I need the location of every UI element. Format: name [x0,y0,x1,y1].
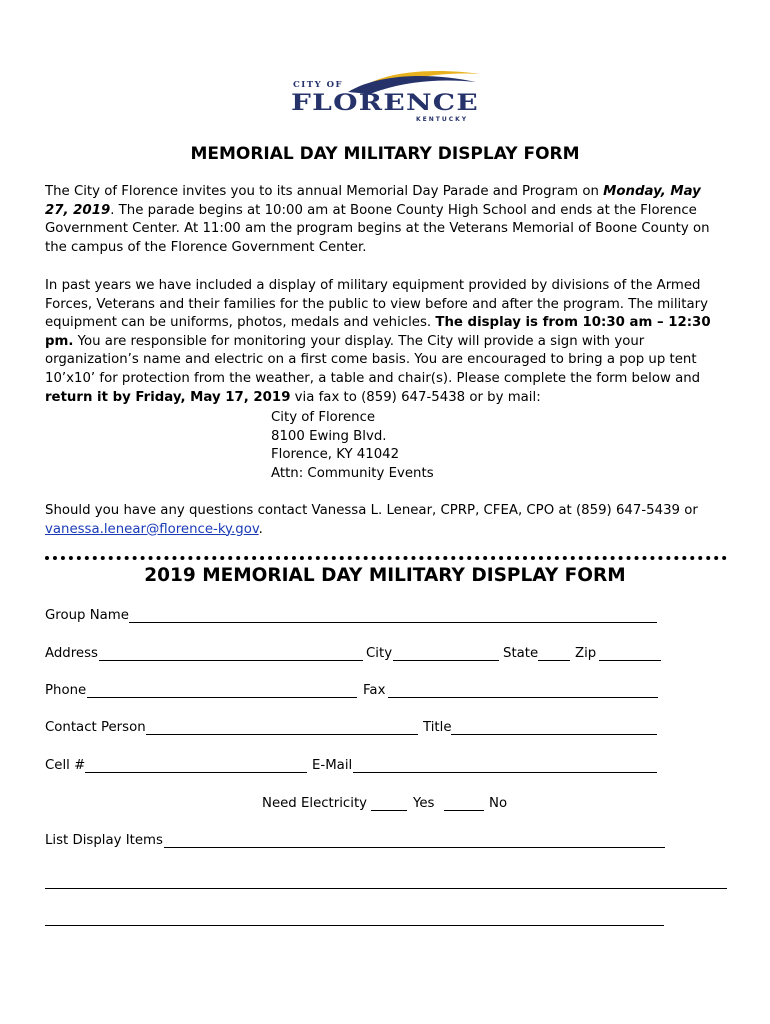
svg-text:KENTUCKY: KENTUCKY [416,116,469,123]
intro-paragraph [45,183,725,257]
address-label: Address [45,646,98,661]
city-field[interactable] [393,660,499,661]
contact-paragraph [45,502,725,539]
title-label: Title [423,720,452,735]
state-label: State [503,646,539,661]
dotted-separator [45,556,727,560]
mailing-address [271,409,434,483]
page-title: MEMORIAL DAY MILITARY DISPLAY FORM [190,144,580,164]
contact-person-row [45,719,665,739]
zip-label: Zip [575,646,597,661]
yes-label: Yes [413,796,435,811]
fax-field[interactable] [388,697,658,698]
fax-label: Fax [363,683,386,698]
email-field[interactable] [353,772,657,773]
intro-text-2: . The parade begins at 10:00 am at Boone County High School and ends at the Florence Government Center. At 11:00 am the program begins at the Veterans Memorial of Boone County on the campus of the Florence Government Center. [45,202,710,255]
intro-text-1: The City of Florence invites you to its annual Memorial Day Parade and Program on [45,184,604,199]
details-text-3: via fax to (859) 647-5438 or by mail: [290,389,541,405]
svg-text:FLORENCE: FLORENCE [291,90,479,116]
need-electricity-label: Need Electricity [262,796,368,811]
display-items-label: List Display Items [45,833,163,848]
svg-text:CITY OF: CITY OF [293,80,344,90]
phone-field[interactable] [87,697,357,698]
group-name-row [45,607,665,627]
address-line: City of Florence [271,410,376,425]
display-items-field[interactable] [164,847,665,848]
cell-label: Cell # [45,758,86,773]
display-hours: The display is from 10:30 am – 12:30 pm. [45,315,711,349]
contact-text: Should you have any questions contact Vanessa L. Lenear, CPRP, CFEA, CPO at (859) 647-5439 or [45,503,698,518]
contact-person-label: Contact Person [45,720,146,735]
phone-row [45,682,665,702]
no-label: No [489,796,508,811]
address-line: Attn: Community Events [271,465,434,481]
florence-logo-icon [288,66,488,126]
city-label: City [366,646,393,661]
display-items-line-2[interactable] [45,888,727,889]
title-field[interactable] [451,734,657,735]
display-items-row [45,832,675,852]
phone-label: Phone [45,683,87,698]
contact-email-link[interactable]: vanessa.lenear@florence-ky.gov [45,521,259,537]
display-items-line-3[interactable] [45,925,664,926]
electricity-no-field[interactable] [444,810,484,811]
email-label: E-Mail [312,758,353,773]
address-field[interactable] [99,660,363,661]
city-of-florence-logo [288,66,488,126]
return-deadline: return it by Friday, May 17, 2019 [45,389,291,405]
electricity-yes-field[interactable] [371,810,407,811]
cell-field[interactable] [85,772,307,773]
address-row [45,645,665,665]
electricity-row [262,795,522,815]
zip-field[interactable] [599,660,661,661]
contact-person-field[interactable] [146,734,418,735]
cell-row [45,757,665,777]
details-text-1: In past years we have included a display of military equipment provided by divisions of the Armed Forces, Veterans and their families for the public to view before and after the program. The military equipment can be uniforms, photos, medals and vehicles. [45,278,708,331]
contact-end: . [258,521,263,537]
address-line: Florence, KY 41042 [271,447,400,463]
address-line: 8100 Ewing Blvd. [271,428,387,444]
group-name-label: Group Name [45,608,129,623]
details-text-2: You are responsible for monitoring your display. The City will provide a sign with your organization’s name and electric on a first come basis. You are encouraged to bring a pop up tent 10’x10’ for protection from the weather, a table and chair(s). Please complete the form below and [45,333,701,386]
group-name-field[interactable] [129,622,657,623]
event-date: Monday, May 27, 2019 [45,184,701,218]
form-title: 2019 MEMORIAL DAY MILITARY DISPLAY FORM [144,565,626,586]
details-paragraph [45,277,725,407]
state-field[interactable] [538,660,570,661]
